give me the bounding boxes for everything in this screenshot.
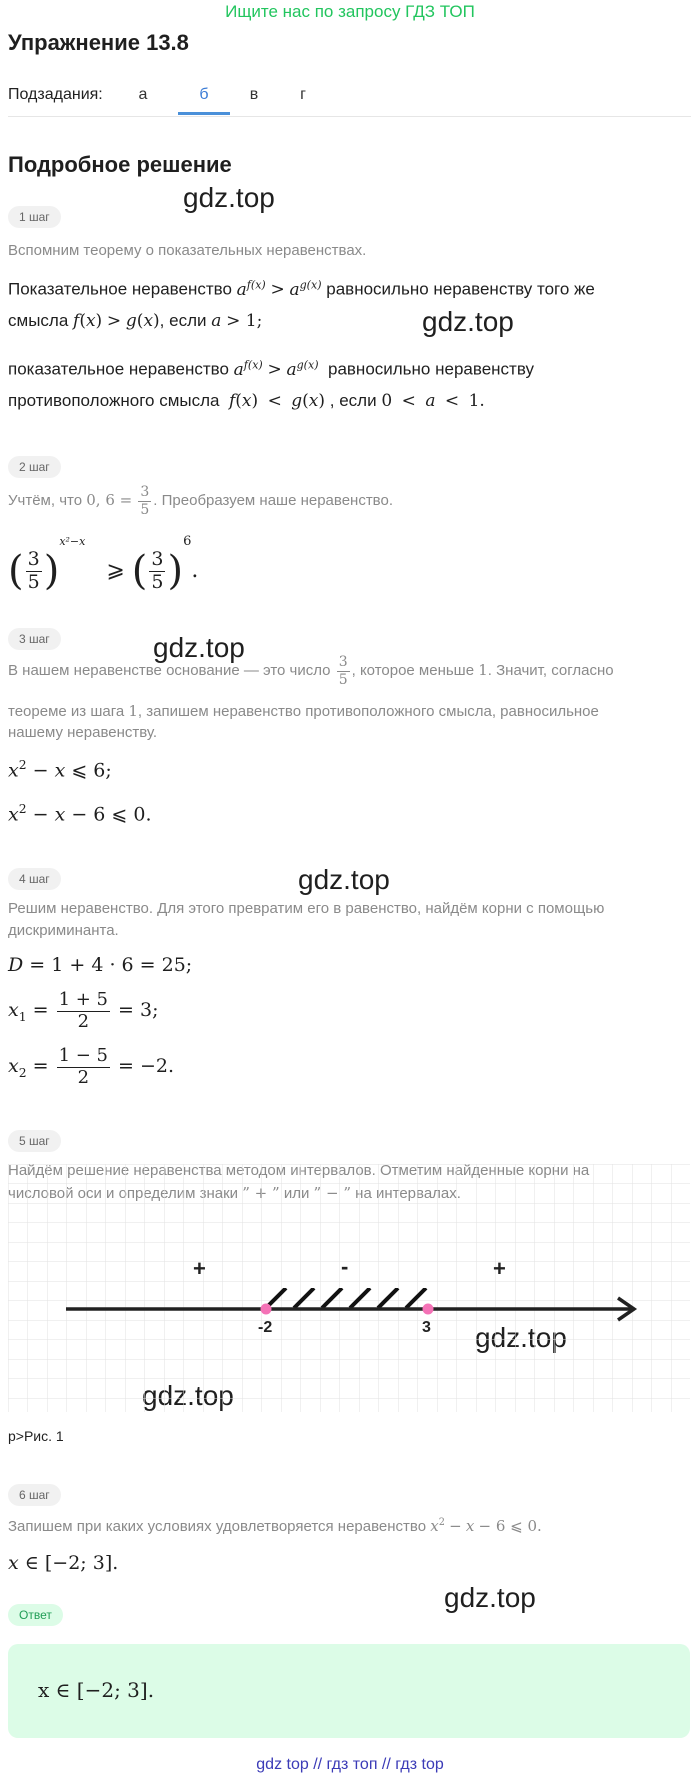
watermark: gdz.top	[183, 182, 275, 213]
step-text: противоположного смысла f(x) < g(x) , если 0 < a < 1.	[8, 391, 485, 411]
step-text: дискриминанта.	[8, 922, 119, 939]
step-badge: 2 шаг	[8, 456, 61, 478]
tab-v[interactable]: в	[249, 86, 259, 103]
subtasks-label: Подзадания:	[8, 86, 103, 103]
active-tab-underline	[178, 112, 230, 115]
step-text: теореме из шага 1, запишем неравенство противоположного смысла, равносильное	[8, 702, 599, 720]
step-badge: 1 шаг	[8, 206, 61, 228]
subtasks-bar	[8, 80, 691, 117]
footer-links[interactable]: gdz top // гдз топ // гдз top	[256, 1756, 444, 1773]
answer-value: x ∈ [−2; 3].	[38, 1678, 155, 1702]
sign-plus-left: +	[193, 1256, 206, 1281]
step-formula: x ∈ [−2; 3].	[8, 1552, 119, 1574]
step-text: В нашем неравенстве основание — это число $\frac{3}{5}$ , которое меньше 1. Значит, согласно	[8, 654, 614, 688]
number-line-figure	[8, 1164, 690, 1412]
step-formula: $x_2$ = $\frac{1 - 5}{2}$ = −2.	[8, 1045, 175, 1088]
tab-b[interactable]: б	[199, 86, 209, 103]
page-title: Упражнение 13.8	[8, 30, 189, 55]
root-point-right	[423, 1304, 434, 1315]
step-text: показательное неравенство $a^{f(x)} > a^{g(x)}$ равносильно неравенству	[8, 358, 534, 380]
step-intro: Вспомним теорему о показательных неравенствах.	[8, 242, 367, 259]
figure-caption: p>Рис. 1	[8, 1428, 64, 1444]
root-label-left: -2	[258, 1319, 273, 1336]
step-badge: 4 шаг	[8, 868, 61, 890]
step-text: Запишем при каких условиях удовлетворяется неравенство $x^2 - x - 6$ ⩽ 0.	[8, 1517, 542, 1535]
answer-badge: Ответ	[8, 1604, 63, 1626]
sign-plus-right: +	[493, 1256, 506, 1281]
sign-minus: -	[341, 1254, 349, 1279]
watermark: gdz.top	[422, 306, 514, 337]
step-text: нашему неравенству.	[8, 724, 158, 741]
step-text: смысла f(x) > g(x), если a > 1;	[8, 311, 263, 331]
root-label-right: 3	[422, 1319, 431, 1336]
step-badge: 3 шаг	[8, 628, 61, 650]
tab-a[interactable]: а	[138, 86, 148, 103]
tab-g[interactable]: г	[300, 86, 306, 103]
step-formula: $x^2 - x$ ⩽ 6;	[8, 758, 112, 782]
watermark: gdz.top	[444, 1582, 536, 1613]
step-badge: 6 шаг	[8, 1484, 61, 1506]
step-intro: Учтём, что 0, 6 = $\frac{3}{5}$ . Преобразуем наше неравенство.	[8, 484, 393, 518]
step-formula: D = 1 + 4 · 6 = 25;	[8, 954, 193, 976]
step-badge: 5 шаг	[8, 1130, 61, 1152]
watermark: gdz.top	[298, 864, 390, 895]
step-formula: $x^2 - x - 6$ ⩽ 0.	[8, 802, 152, 826]
section-title: Подробное решение	[8, 152, 232, 177]
step-formula: $x_1$ = $\frac{1 + 5}{2}$ = 3;	[8, 989, 159, 1032]
step-text: Решим неравенство. Для этого превратим его в равенство, найдём корни с помощью	[8, 900, 605, 917]
step-formula: ( $\frac{3}{5}$ )$^{x^2-x}$ ⩾ ( $\frac{3}{5}$ )$^6$.	[8, 534, 199, 594]
top-banner[interactable]: Ищите нас по запросу ГДЗ ТОП	[225, 2, 475, 21]
step-text: Показательное неравенство $a^{f(x)} > a^{g(x)}$ равносильно неравенству того же	[8, 278, 595, 300]
grid-background	[8, 1164, 690, 1412]
number-line-svg	[8, 1164, 690, 1412]
root-point-left	[261, 1304, 272, 1315]
watermark: gdz.top	[153, 632, 245, 663]
answer-box	[8, 1644, 690, 1738]
